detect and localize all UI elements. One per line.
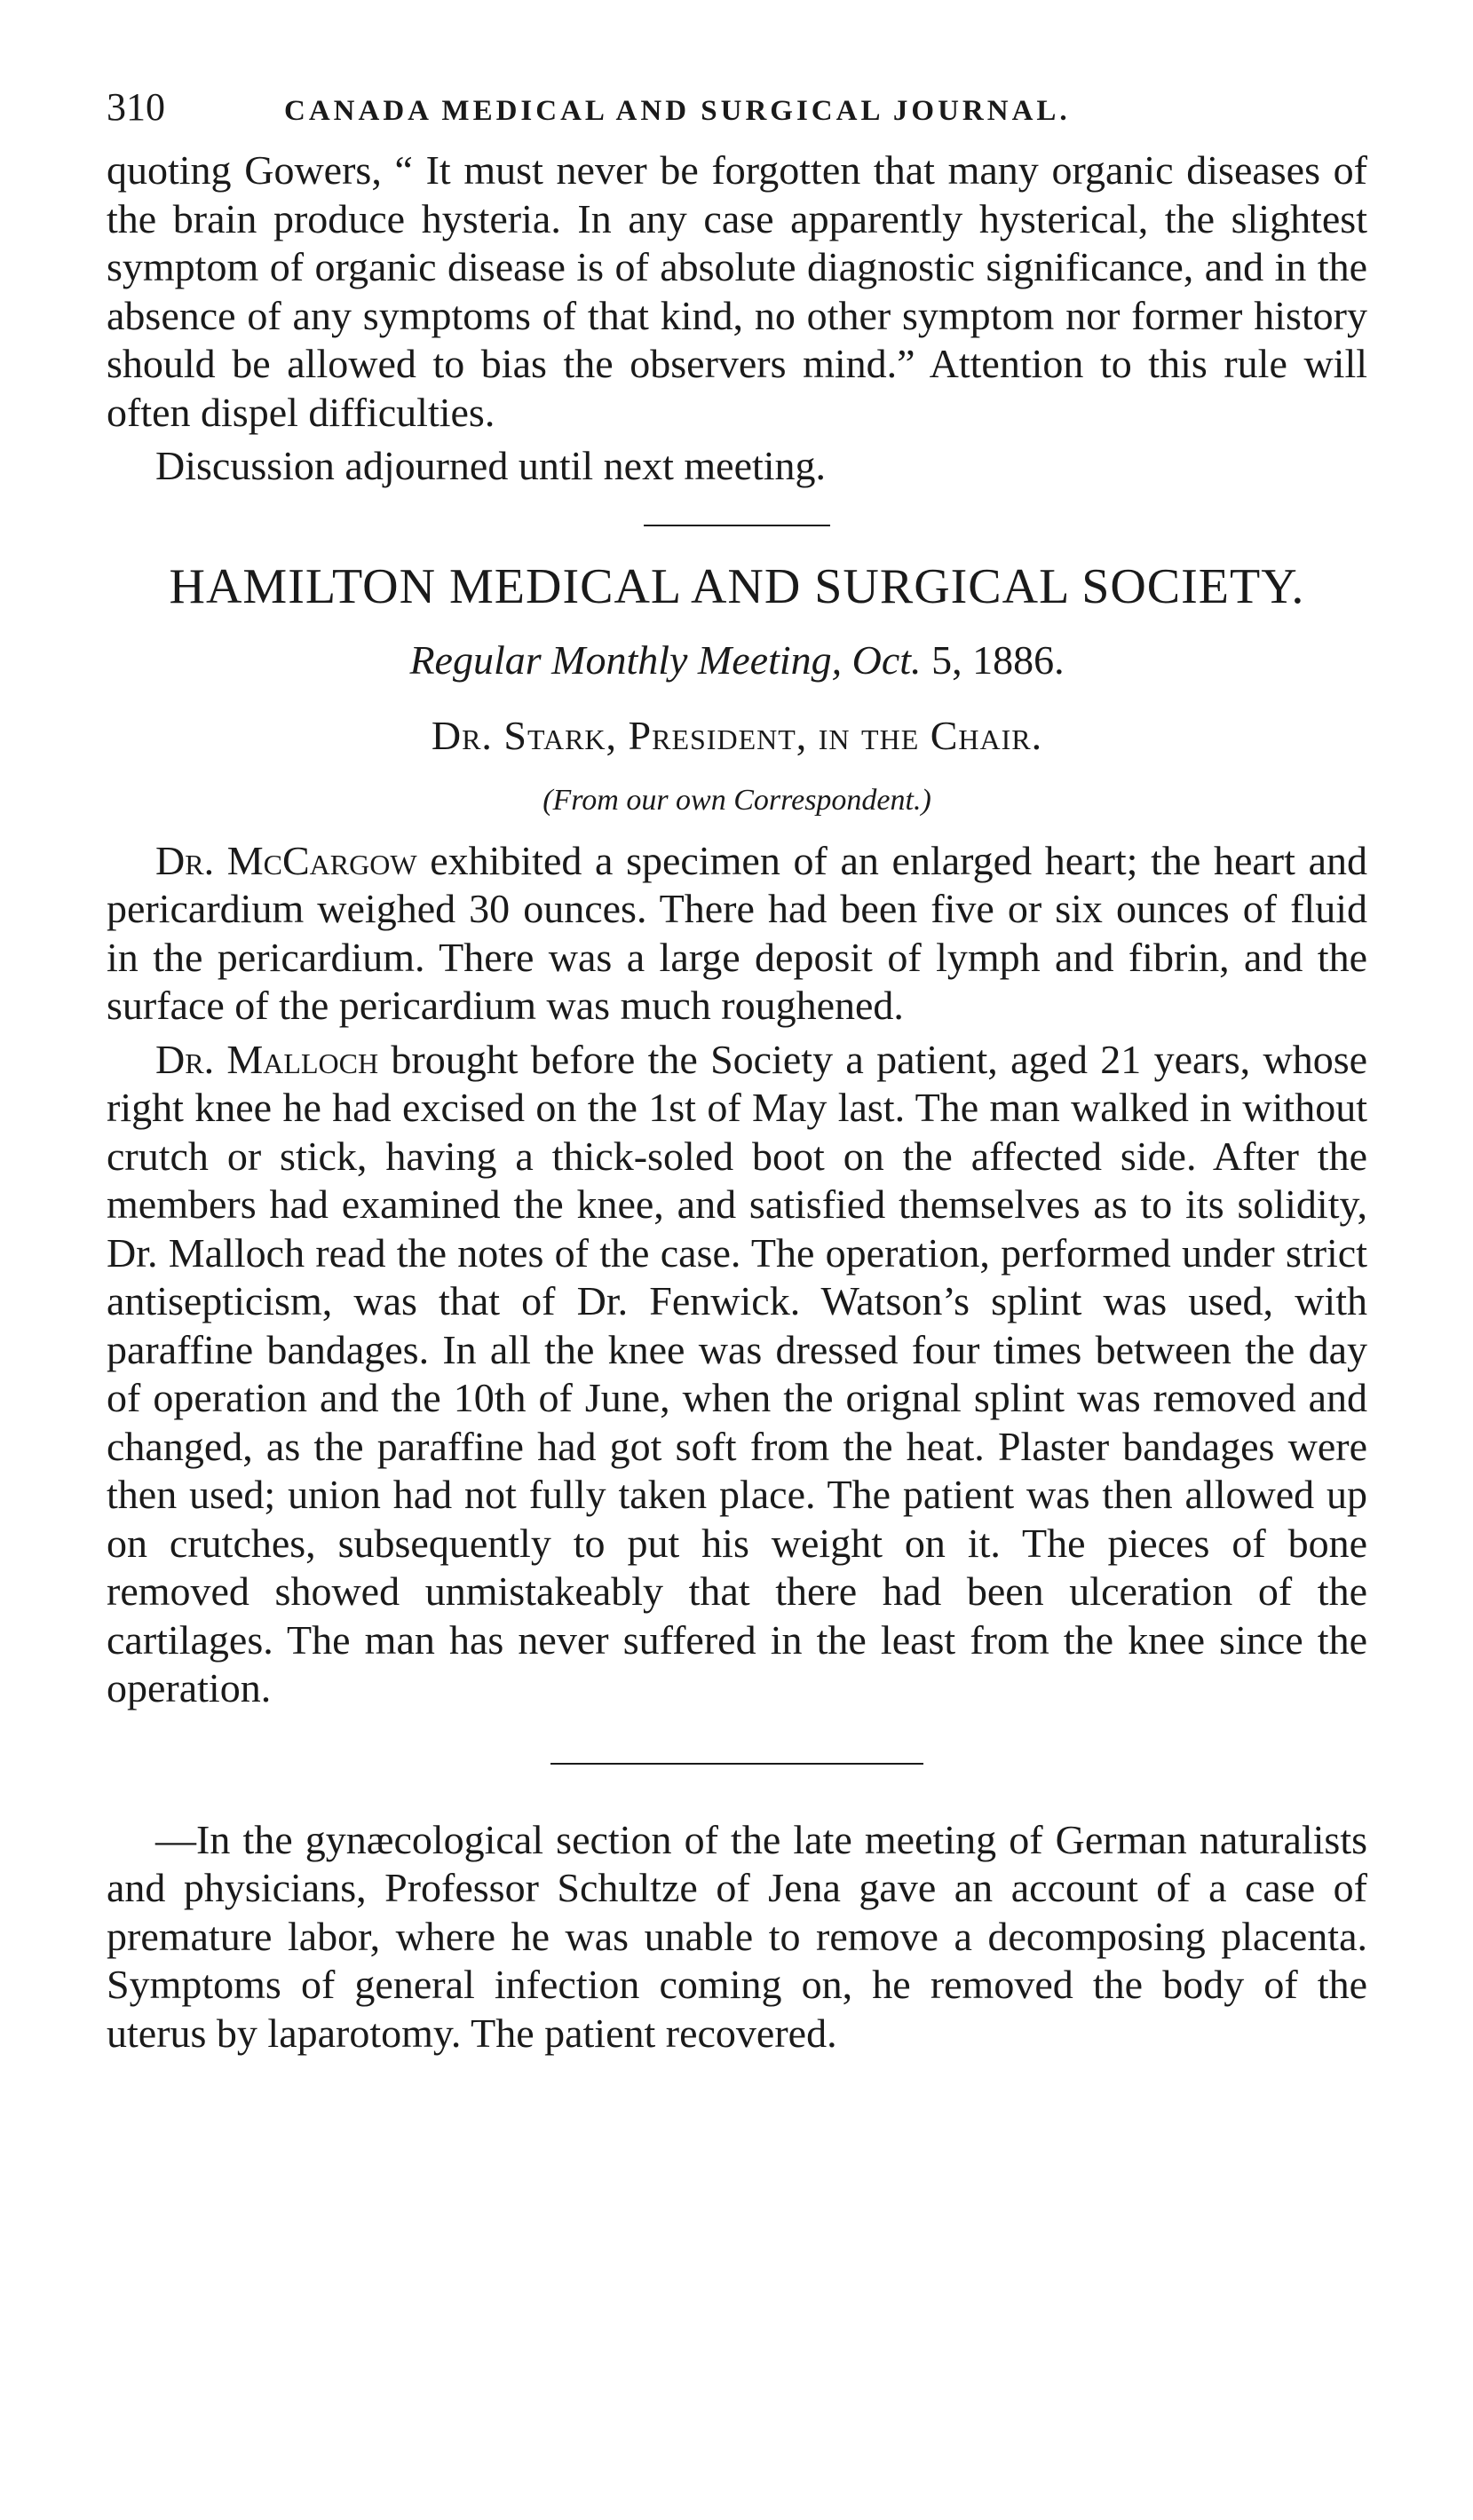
running-head bbox=[107, 84, 1367, 146]
society-title: HAMILTON MEDICAL AND SURGICAL SOCIETY. bbox=[169, 558, 1305, 614]
report-text: brought before the Society a patient, aged 21 years, whose right knee he had excised on the 1st of May last. The man walked in without crutch or stick, having a thick-soled boot on the affected side. After the members had examined the knee, and satisfied themselves as to its solidity, Dr. Malloch read the notes of the case. The operation, performed under strict antisepticism, was that of Dr. Fenwick. Watson’s splint was used, with paraffine bandages. In all the knee was dressed four times between the day of operation and the 10th of June, when the orignal splint was removed and changed, as the paraffine had got soft from the heat. Plaster bandages were then used; union had not fully taken place. The patient was then allowed up on crutches, subsequently to put his weight on it. The pieces of bone removed showed unmistakeably that there had been ulceration of the cartilages. The man has never suffered in the least from the knee since the operation. bbox=[107, 1036, 1368, 1710]
section-divider bbox=[644, 525, 830, 526]
report-text: exhibited a specimen of an enlarged heart; the heart and pericardium weighed 30 ounces. There had been five or six ounces of fluid in the pericardium. There was a large deposit of lymph and fibrin, and the surface of the pericardium was much roughened. bbox=[107, 837, 1367, 1028]
discussion-adjourned: Discussion adjourned until next meeting. bbox=[155, 443, 827, 488]
speaker-name: Dr. McCargow bbox=[155, 837, 417, 883]
correspondent-note: (From our own Correspondent.) bbox=[542, 783, 931, 817]
page-number: 310 bbox=[107, 85, 165, 129]
mccargow-report bbox=[107, 837, 1367, 1031]
section-divider bbox=[550, 1763, 923, 1765]
meeting-line bbox=[107, 636, 1367, 683]
meeting-name: Regular Monthly Meeting, Oct. bbox=[409, 636, 922, 683]
malloch-report bbox=[107, 1036, 1367, 1713]
journal-title: CANADA MEDICAL AND SURGICAL JOURNAL. bbox=[284, 95, 1071, 127]
speaker-name: Dr. Malloch bbox=[155, 1036, 379, 1082]
chair-line: Dr. Stark, President, in the Chair. bbox=[431, 712, 1043, 758]
journal-page bbox=[107, 84, 1367, 2058]
gynaecology-note: —In the gynæcological section of the late meeting of German naturalists and physicians, Professor Schultze of Jena gave an account of a case of premature labor, where he was unable to remove a decomposing placenta. Symptoms of general infection coming on, he removed the body of the uterus by laparotomy. The patient recovered. bbox=[107, 1816, 1367, 2056]
intro-paragraph: quoting Gowers, “ It must never be forgotten that many organic diseases of the brain produce hysteria. In any case apparently hysterical, the slightest symptom of organic disease is of absolute diagnostic significance, and in the absence of any symptoms of that kind, no other symptom nor former history should be allowed to bias the observers mind.” Attention to this rule will often dispel difficulties. bbox=[107, 147, 1367, 435]
meeting-date: 5, 1886. bbox=[921, 636, 1065, 683]
